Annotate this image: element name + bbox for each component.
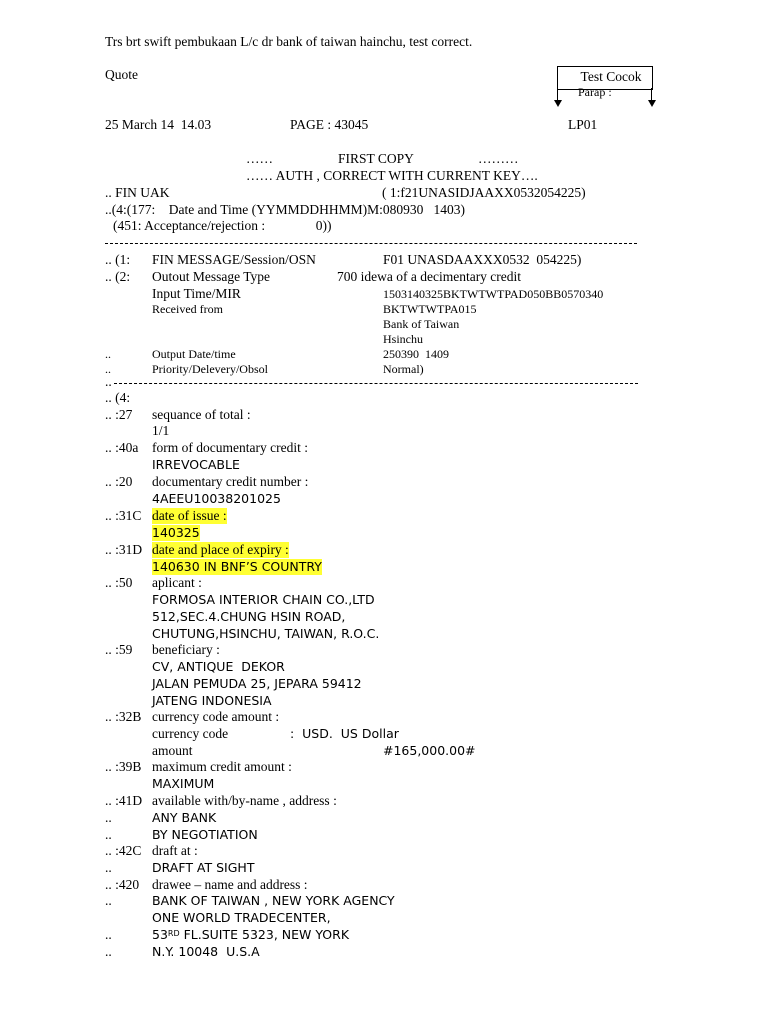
field-41d-value-1: ANY BANK (152, 810, 217, 825)
field-42c-label: draft at : (152, 843, 198, 858)
field-40a-label: form of documentary credit : (152, 440, 308, 455)
field-59-value-1: CV, ANTIQUE DEKOR (152, 659, 285, 674)
field-40a-value: IRREVOCABLE (152, 457, 240, 472)
first-copy-dots-left: …… (246, 151, 273, 166)
separator-2-prefix: .. (105, 374, 112, 389)
field-41d-prefix-1: .. (105, 810, 112, 825)
amount-value: #165,000.00# (383, 743, 476, 758)
field-41d-tag: .. :41D (105, 793, 143, 808)
field-20-label: documentary credit number : (152, 474, 309, 489)
suite-floor-suffix: RD (167, 929, 180, 938)
field-42c-value: DRAFT AT SIGHT (152, 860, 255, 875)
suite-floor-number: 53 (152, 927, 168, 942)
first-copy-dots-right: ……… (478, 151, 519, 166)
msg-row-6-label: Priority/Delevery/Obsol (152, 362, 268, 376)
msg-row-2-prefix: .. (2: (105, 269, 131, 284)
msg-row-3-label: Input Time/MIR (152, 286, 241, 301)
field-31c-label: date of issue : (152, 508, 227, 523)
field-31c-tag: .. :31C (105, 508, 142, 523)
acceptance-line: (451: Acceptance/rejection : 0)) (113, 218, 332, 233)
field-59-value-2: JALAN PEMUDA 25, JEPARA 59412 (152, 676, 362, 691)
field-50-label: aplicant : (152, 575, 202, 590)
field-420-prefix-4: .. (105, 944, 112, 959)
field-50-value-2: 512,SEC.4.CHUNG HSIN ROAD, (152, 609, 346, 624)
msg-row-4-value-2: Bank of Taiwan (383, 317, 460, 331)
msg-row-3-value: 1503140325BKTWTWTPAD050BB0570340 (383, 287, 604, 301)
block-4-label: .. (4: (105, 390, 131, 405)
field-39b-tag: .. :39B (105, 759, 142, 774)
msg-row-2-value: 700 idewa of a decimentary credit (337, 269, 522, 284)
date-time-line: ..(4:(177: Date and Time (YYMMDDHHMM)M:080930 1403) (105, 202, 465, 217)
msg-row-4-value-3: Hsinchu (383, 332, 423, 346)
field-41d-prefix-2: .. (105, 827, 112, 842)
field-27-value: 1/1 (152, 423, 170, 438)
arrow-down-right-icon (648, 100, 656, 107)
date-time: 25 March 14 14.03 (105, 117, 212, 132)
field-42c-tag: .. :42C (105, 843, 142, 858)
suite-address: FL.SUITE 5323, NEW YORK (179, 927, 350, 942)
msg-row-4-value-1: BKTWTWTPA015 (383, 302, 477, 316)
field-20-tag: .. :20 (105, 474, 133, 489)
auth-line: …… AUTH , CORRECT WITH CURRENT KEY…. (246, 168, 538, 183)
field-420-prefix-1: .. (105, 893, 112, 908)
field-32b-label: currency code amount : (152, 709, 280, 724)
parap-label: Parap : (578, 85, 612, 99)
subject-line: Trs brt swift pembukaan L/c dr bank of taiwan hainchu, test correct. (105, 34, 473, 49)
field-50-value-1: FORMOSA INTERIOR CHAIN CO.,LTD (152, 592, 375, 607)
page-number: PAGE : 43045 (290, 117, 369, 132)
msg-row-5-prefix: .. (105, 347, 111, 361)
field-41d-label: available with/by-name , address : (152, 793, 337, 808)
field-32b-tag: .. :32B (105, 709, 142, 724)
first-copy-label: FIRST COPY (338, 151, 414, 166)
field-420-value-4: N.Y. 10048 U.S.A (152, 944, 260, 959)
field-420-tag: .. :420 (105, 877, 140, 892)
field-39b-value: MAXIMUM (152, 776, 215, 791)
fin-uak-value: ( 1:f21UNASIDJAAXX0532054225) (382, 185, 586, 200)
field-20-value: 4AEEU10038201025 (152, 491, 281, 506)
arrow-down-left-icon (554, 100, 562, 107)
msg-row-5-value: 250390 1409 (383, 347, 449, 361)
msg-row-5-label: Output Date/time (152, 347, 236, 361)
field-31c-value: 140325 (152, 525, 200, 540)
field-39b-label: maximum credit amount : (152, 759, 292, 774)
fin-uak-label: .. FIN UAK (105, 185, 170, 200)
field-27-tag: .. :27 (105, 407, 133, 422)
field-59-label: beneficiary : (152, 642, 220, 657)
amount-label: amount (152, 743, 193, 758)
quote-label: Quote (105, 67, 138, 82)
msg-row-2-label: Outout Message Type (152, 269, 271, 284)
field-42c-prefix: .. (105, 860, 112, 875)
field-420-label: drawee – name and address : (152, 877, 308, 892)
field-59-tag: .. :59 (105, 642, 133, 657)
field-31d-tag: .. :31D (105, 542, 143, 557)
test-cocok-label: Test Cocok (580, 69, 642, 84)
field-420-value-2: ONE WORLD TRADECENTER, (152, 910, 331, 925)
separator-2 (114, 383, 638, 384)
msg-row-1-prefix: .. (1: (105, 252, 131, 267)
lp-code: LP01 (568, 117, 598, 132)
currency-code-value: : USD. US Dollar (290, 726, 399, 741)
field-31d-label: date and place of expiry : (152, 542, 289, 557)
msg-row-1-value: F01 UNASDAAXXX0532 054225) (383, 252, 582, 267)
field-420-value-1: BANK OF TAIWAN , NEW YORK AGENCY (152, 893, 395, 908)
msg-row-6-value: Normal) (383, 362, 424, 376)
field-40a-tag: .. :40a (105, 440, 139, 455)
field-420-value-3 (152, 927, 349, 943)
msg-row-6-prefix: .. (105, 362, 111, 376)
currency-code-label: currency code (152, 726, 229, 741)
field-50-tag: .. :50 (105, 575, 133, 590)
field-420-prefix-3: .. (105, 927, 112, 942)
field-27-label: sequance of total : (152, 407, 251, 422)
field-50-value-3: CHUTUNG,HSINCHU, TAIWAN, R.O.C. (152, 626, 380, 641)
msg-row-1-label: FIN MESSAGE/Session/OSN (152, 252, 316, 267)
separator-1 (105, 243, 637, 244)
msg-row-4-label: Received from (152, 302, 223, 316)
field-31d-value: 140630 IN BNF’S COUNTRY (152, 559, 322, 574)
field-59-value-3: JATENG INDONESIA (152, 693, 272, 708)
field-41d-value-2: BY NEGOTIATION (152, 827, 258, 842)
